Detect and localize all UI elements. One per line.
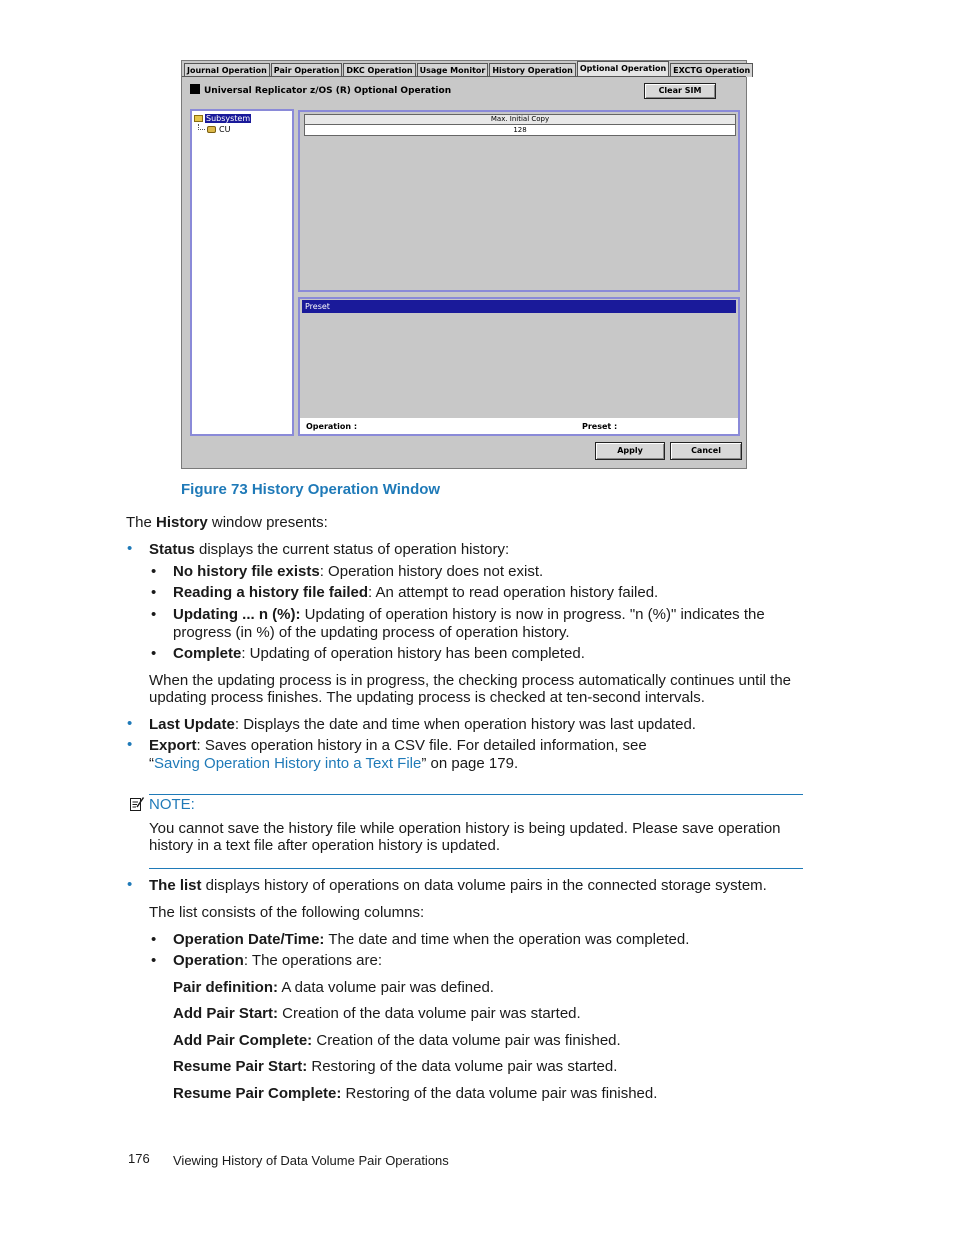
status-sub-item [173, 563, 543, 581]
status-sub-term: Complete [173, 645, 242, 662]
preset-panel [298, 297, 740, 436]
status-paragraph-line2: updating process finishes. The updating process is checked at ten-second intervals. [149, 689, 705, 706]
bullet-icon: • [151, 931, 157, 948]
note-icon [129, 796, 145, 812]
status-sub-item [173, 584, 658, 602]
preset-header: Preset [302, 300, 736, 313]
tab-dkc-operation[interactable]: DKC Operation [343, 63, 415, 77]
subsystem-tree[interactable] [190, 109, 294, 436]
preset-status-bar [300, 418, 738, 434]
bullet-icon: • [151, 606, 157, 623]
column-desc: : The operations are: [243, 952, 382, 969]
column-header-max-initial-copy: Max. Initial Copy [304, 114, 736, 125]
tree-item-cu[interactable] [198, 124, 230, 134]
status-sub-desc-cont: progress (in %) of the updating process of operation history. [173, 624, 570, 641]
bullet-icon: • [127, 736, 133, 753]
status-sub-desc: : An attempt to read operation history failed. [368, 584, 659, 601]
operation-desc: Creation of the data volume pair was started. [278, 1005, 581, 1022]
bullet-icon: • [151, 645, 157, 662]
last-update-item [149, 716, 696, 734]
tab-divider [182, 76, 746, 77]
operation-item [173, 1032, 621, 1050]
tab-optional-operation[interactable]: Optional Operation [577, 61, 669, 77]
folder-icon [194, 115, 203, 122]
status-sub-desc: : Operation history does not exist. [319, 563, 544, 580]
status-sub-desc: Updating of operation history is now in progress. "n (%)" indicates the [300, 606, 765, 623]
clear-sim-button[interactable]: Clear SIM [644, 83, 716, 99]
list-term: The list [149, 877, 202, 894]
preset-label: Preset : [582, 422, 618, 431]
bullet-icon: • [127, 540, 133, 557]
intro-text: The [126, 514, 157, 531]
status-sub-term: Updating ... n (%): [173, 606, 301, 623]
apply-button[interactable]: Apply [595, 442, 665, 460]
tab-exctg-operation[interactable]: EXCTG Operation [670, 63, 753, 77]
intro-text-tail: window presents: [207, 514, 328, 531]
tree-item-subsystem[interactable] [194, 113, 251, 123]
operation-term: Resume Pair Complete: [173, 1085, 342, 1102]
cancel-button[interactable]: Cancel [670, 442, 742, 460]
bullet-icon: • [151, 563, 157, 580]
status-sub-term: Reading a history file failed [173, 584, 369, 601]
table-cell-max-initial-copy[interactable]: 128 [304, 125, 736, 136]
column-term: Operation Date/Time: [173, 931, 325, 948]
footer-title: Viewing History of Data Volume Pair Operations [173, 1153, 449, 1168]
operation-item [173, 1085, 657, 1103]
tree-item-label: Subsystem [206, 113, 251, 123]
export-term: Export [149, 737, 197, 754]
status-sub-item [173, 645, 585, 663]
tab-history-operation[interactable]: History Operation [489, 63, 576, 77]
column-item [173, 952, 382, 970]
status-item [149, 541, 509, 559]
tree-connector [198, 124, 205, 130]
tab-pair-operation[interactable]: Pair Operation [271, 63, 343, 77]
status-paragraph-line1: When the updating process is in progress, the checking process automatically continues until the [149, 672, 792, 689]
tab-journal-operation[interactable]: Journal Operation [184, 63, 270, 77]
operation-term: Resume Pair Start: [173, 1058, 308, 1075]
intro-paragraph [126, 514, 328, 532]
operation-item [173, 1058, 617, 1076]
status-sub-term: No history file exists [173, 563, 320, 580]
status-term: Status [149, 541, 195, 558]
tab-strip [184, 62, 754, 77]
tree-item-label: CU [219, 124, 231, 134]
figure-caption: Figure 73 History Operation Window [181, 481, 441, 498]
note-text-line2: history in a text file after operation history is updated. [149, 837, 501, 854]
status-sub-desc: : Updating of operation history has been completed. [241, 645, 585, 662]
bullet-icon: • [127, 876, 133, 893]
note-label: NOTE: [149, 796, 195, 813]
operation-desc: A data volume pair was defined. [278, 979, 494, 996]
page-reference: ” on page 179. [421, 755, 519, 772]
operation-item [173, 979, 494, 997]
quote-mark: “ [149, 755, 154, 772]
note-top-rule [149, 794, 803, 795]
export-reference [149, 755, 518, 773]
optional-operation-window [181, 60, 751, 469]
status-desc: displays the current status of operation history: [194, 541, 510, 558]
columns-intro: The list consists of the following columns: [149, 904, 425, 921]
operation-item [173, 1005, 581, 1023]
last-update-term: Last Update [149, 716, 235, 733]
window-title: Universal Replicator z/OS (R) Optional Operation [204, 86, 452, 96]
operation-desc: Restoring of the data volume pair was finished. [341, 1085, 658, 1102]
operation-term: Pair definition: [173, 979, 278, 996]
note-text-line1: You cannot save the history file while operation history is being updated. Please save operation [149, 820, 781, 837]
list-item [149, 877, 767, 895]
bullet-icon: • [151, 952, 157, 969]
column-desc: The date and time when the operation was completed. [324, 931, 690, 948]
operation-term: Add Pair Start: [173, 1005, 279, 1022]
list-desc: displays history of operations on data volume pairs in the connected storage system. [201, 877, 767, 894]
column-item [173, 931, 689, 949]
operation-desc: Creation of the data volume pair was finished. [312, 1032, 621, 1049]
intro-bold: History [156, 514, 208, 531]
note-bottom-rule [149, 868, 803, 869]
status-sub-item [173, 606, 765, 624]
operation-label: Operation : [306, 422, 358, 431]
export-desc: : Saves operation history in a CSV file. For detailed information, see [196, 737, 647, 754]
saving-history-link[interactable]: Saving Operation History into a Text File [154, 755, 422, 772]
bullet-icon: • [127, 715, 133, 732]
settings-table-panel [298, 110, 740, 292]
tab-usage-monitor[interactable]: Usage Monitor [417, 63, 489, 77]
cu-icon [207, 126, 216, 133]
window-title-icon [190, 84, 200, 94]
page-number: 176 [128, 1151, 150, 1166]
column-term: Operation [173, 952, 244, 969]
operation-desc: Restoring of the data volume pair was started. [307, 1058, 618, 1075]
bullet-icon: • [151, 584, 157, 601]
export-item [149, 737, 647, 755]
last-update-desc: : Displays the date and time when operation history was last updated. [234, 716, 696, 733]
operation-term: Add Pair Complete: [173, 1032, 313, 1049]
